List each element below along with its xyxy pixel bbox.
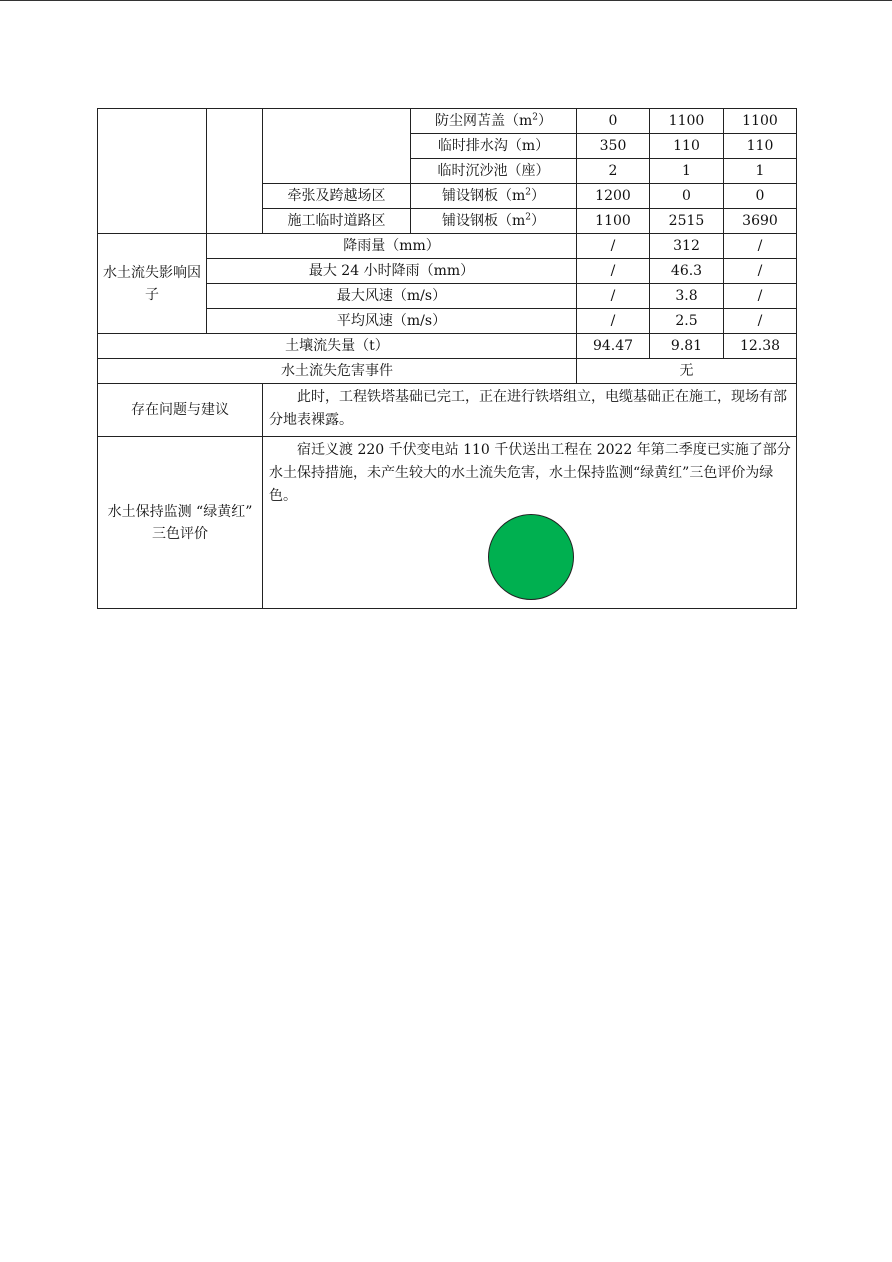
value-cell: 312: [650, 234, 724, 259]
table-row: [98, 437, 797, 609]
value-cell: /: [577, 259, 650, 284]
evaluation-label: 水土保持监测 “绿黄红” 三色评价: [98, 437, 263, 609]
measure-label: 铺设钢板$(m^2)$: [411, 209, 577, 234]
blank-cell: [207, 109, 263, 234]
value-cell: 3.8: [650, 284, 724, 309]
table-row: [98, 109, 797, 134]
value-cell: /: [577, 309, 650, 334]
blank-cell: [263, 109, 411, 184]
value-cell: 9.81: [650, 334, 724, 359]
value-cell: /: [724, 259, 797, 284]
soil-loss-label: 土壤流失量（t）: [98, 334, 577, 359]
value-cell: /: [724, 309, 797, 334]
problems-label: 存在问题与建议: [98, 384, 263, 437]
value-cell: 1100: [650, 109, 724, 134]
green-rating-circle: [488, 514, 574, 600]
measure-label: 防尘网苫盖$(m^2)$: [411, 109, 577, 134]
monitoring-table: [97, 108, 797, 609]
hazard-label: 水土流失危害事件: [98, 359, 577, 384]
hazard-value: 无: [577, 359, 797, 384]
value-cell: 2: [577, 159, 650, 184]
zone-label: 牵张及跨越场区: [263, 184, 411, 209]
table-row: [98, 359, 797, 384]
value-cell: 94.47: [577, 334, 650, 359]
factor-label: 平均风速（m/s）: [207, 309, 577, 334]
evaluation-text: 宿迁义渡 220 千伏变电站 110 千伏送出工程在 2022 年第二季度已实施了部分水土保持措施，未产生较大的水土流失危害，水土保持监测“绿黄红”三色评价为绿色。: [269, 442, 791, 504]
measure-label: 临时排水沟（m）: [411, 134, 577, 159]
value-cell: 1: [650, 159, 724, 184]
problems-text: 此时，工程铁塔基础已完工，正在进行铁塔组立，电缆基础正在施工，现场有部分地表裸露。: [263, 384, 797, 437]
zone-label: 施工临时道路区: [263, 209, 411, 234]
value-cell: 0: [724, 184, 797, 209]
value-cell: 1: [724, 159, 797, 184]
value-cell: 1100: [724, 109, 797, 134]
value-cell: /: [577, 284, 650, 309]
value-cell: 0: [577, 109, 650, 134]
factor-label: 最大 24 小时降雨（mm）: [207, 259, 577, 284]
value-cell: 110: [650, 134, 724, 159]
factor-label: 降雨量（mm）: [207, 234, 577, 259]
value-cell: 46.3: [650, 259, 724, 284]
value-cell: 12.38: [724, 334, 797, 359]
factor-group-label: 水土流失影响因子: [98, 234, 207, 334]
value-cell: 350: [577, 134, 650, 159]
value-cell: 2515: [650, 209, 724, 234]
value-cell: /: [577, 234, 650, 259]
value-cell: 1200: [577, 184, 650, 209]
measure-label: 铺设钢板$(m^2)$: [411, 184, 577, 209]
evaluation-cell: [263, 437, 797, 609]
table-row: [98, 384, 797, 437]
value-cell: 3690: [724, 209, 797, 234]
measure-label: 临时沉沙池（座）: [411, 159, 577, 184]
value-cell: 0: [650, 184, 724, 209]
value-cell: 110: [724, 134, 797, 159]
table-row: [98, 334, 797, 359]
value-cell: /: [724, 284, 797, 309]
factor-label: 最大风速（m/s）: [207, 284, 577, 309]
table-row: [98, 234, 797, 259]
value-cell: /: [724, 234, 797, 259]
value-cell: 2.5: [650, 309, 724, 334]
value-cell: 1100: [577, 209, 650, 234]
blank-cell: [98, 109, 207, 234]
page-top-border: [0, 0, 892, 1]
